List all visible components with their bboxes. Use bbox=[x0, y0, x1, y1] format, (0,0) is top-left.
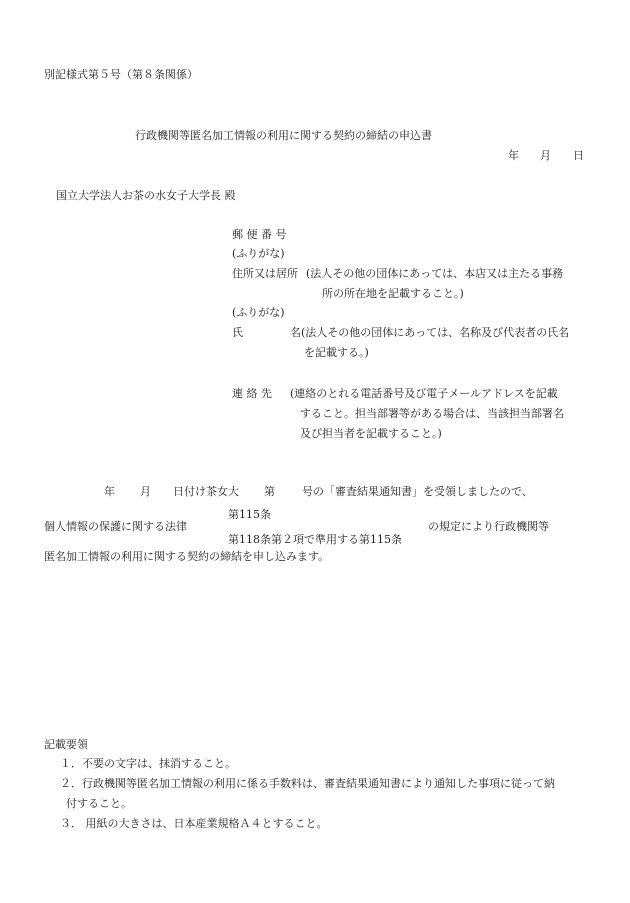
notes-heading: 記載要領 bbox=[44, 738, 88, 751]
furigana-label: (ふりがな) bbox=[232, 247, 285, 260]
receipt-date-ref: 日付け茶女大 bbox=[173, 485, 239, 498]
furigana-label-2: (ふりがな) bbox=[232, 306, 285, 319]
receipt-text: 号の「審査結果通知書」を受領しましたので、 bbox=[302, 485, 533, 498]
note-item-2-cont: 付すること。 bbox=[66, 797, 132, 810]
contact-note: (連絡のとれる電話番号及び電子メールアドレスを記載 bbox=[290, 387, 558, 400]
note-item-2: ２．行政機関等匿名加工情報の利用に係る手数料は、審査結果通知書により通知した事項に従って納 bbox=[60, 777, 555, 790]
note-item-1: １．不要の文字は、抹消すること。 bbox=[60, 757, 236, 770]
law-name: 個人情報の保護に関する法律 bbox=[44, 520, 187, 533]
receipt-number-prefix: 第 bbox=[264, 485, 275, 498]
name-note-cont: を記載する。) bbox=[304, 346, 369, 359]
date-year: 年 bbox=[508, 149, 519, 162]
article-option-lower: 第118条第２項で準用する第115条 bbox=[228, 533, 402, 546]
address-label: 住所又は居所 bbox=[232, 267, 298, 280]
postal-code-label: 郵 便 番 号 bbox=[232, 228, 287, 241]
application-closing: 匿名加工情報の利用に関する契約の締結を申し込みます。 bbox=[44, 550, 330, 563]
address-note-cont: 所の所在地を記載すること。) bbox=[322, 287, 464, 300]
form-label: 別記様式第５号（第８条関係） bbox=[44, 68, 198, 81]
receipt-year: 年 bbox=[104, 485, 115, 498]
contact-note-cont-2: 及び担当者を記載すること。) bbox=[300, 427, 442, 440]
note-item-3: ３． 用紙の大きさは、日本産業規格Ａ４とすること。 bbox=[60, 817, 328, 830]
document-title: 行政機関等匿名加工情報の利用に関する契約の締結の申込書 bbox=[135, 129, 432, 142]
addressee: 国立大学法人お茶の水女子大学長 殿 bbox=[56, 189, 236, 202]
name-note: (法人その他の団体にあっては、名称及び代表者の氏名 bbox=[301, 326, 570, 339]
name-label-first: 氏 bbox=[232, 326, 243, 339]
date-month: 月 bbox=[540, 149, 551, 162]
receipt-month: 月 bbox=[140, 485, 151, 498]
contact-note-cont-1: すること。担当部署等がある場合は、当該担当部署名 bbox=[300, 407, 564, 420]
address-note: (法人その他の団体にあっては、本店又は主たる事務 bbox=[306, 267, 564, 280]
contact-label: 連 絡 先 bbox=[232, 387, 272, 400]
date-day: 日 bbox=[573, 149, 584, 162]
name-label-second: 名 bbox=[290, 326, 301, 339]
article-provision-text: の規定により行政機関等 bbox=[428, 520, 549, 533]
article-option-upper: 第115条 bbox=[228, 508, 271, 521]
